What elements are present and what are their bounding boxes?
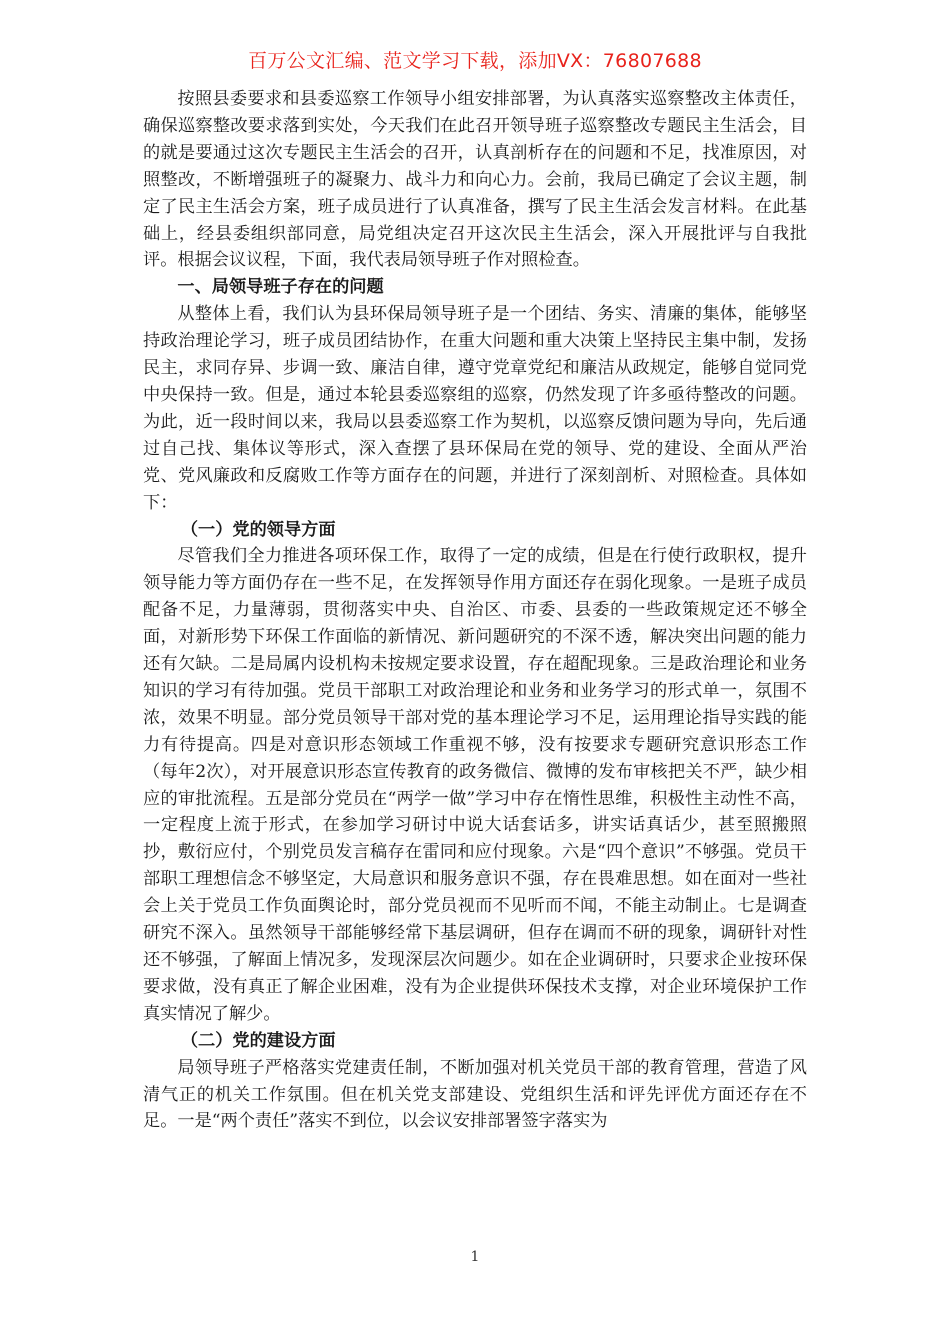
subsection-1-paragraph: 尽管我们全力推进各项环保工作，取得了一定的成绩，但是在行使行政职权，提升领导能力等方面仍存在一些不足，在发挥领导作用方面还存在弱化现象。一是班子成员配备不足，力量薄弱，贯彻落实中央、自治区、市委、县委的一些政策规定还不够全面，对新形势下环保工作面临的新情况、新问题研究的不深不透，解决突出问题的能力还有欠缺。二是局属内设机构未按规定要求设置，存在超配现象。三是政治理论和业务知识的学习有待加强。党员干部职工对政治理论和业务和业务学习的形式单一，氛围不浓，效果不明显。部分党员领导干部对党的基本理论学习不足，运用理论指导实践的能力有待提高。四是对意识形态领域工作重视不够，没有按要求专题研究意识形态工作（每年2次），对开展意识形态宣传教育的政务微信、微博的发布审核把关不严，缺少相应的审批流程。五是部分党员在“两学一做”学习中存在惰性思维，积极性主动性不高，一定程度上流于形式，在参加学习研讨中说大话套话多，讲实话真话少，甚至照搬照抄，敷衍应付，个别党员发言稿存在雷同和应付现象。六是“四个意识”不够强。党员干部职工理想信念不够坚定，大局意识和服务意识不强，存在畏难思想。如在面对一些社会上关于党员工作负面舆论时，部分党员视而不见听而不闻，不能主动制止。七是调查研究不深入。虽然领导干部能够经常下基层调研，但存在调而不研的现象，调研针对性还不够强，了解面上情况多，发现深层次问题少。如在企业调研时，只要求企业按环保要求做，没有真正了解企业困难，没有为企业提供环保技术支撑，对企业环境保护工作真实情况了解少。 [143,546,807,1024]
promo-header: 百万公文汇编、范文学习下载，添加VX：76807688 [248,50,702,72]
document-body [143,86,807,1135]
page-number: 1 [470,1249,480,1265]
section-1-title: 一、局领导班子存在的问题 [177,277,384,298]
subsection-2-title: （二）党的建设方面 [180,1030,336,1051]
subsection-2-paragraph: 局领导班子严格落实党建责任制，不断加强对机关党员干部的教育管理，营造了风清气正的机关工作氛围。但在机关党支部建设、党组织生活和评先评优方面还存在不足。一是“两个责任”落实不到位，以会议安排部署签字落实为 [143,1057,807,1132]
section-1-paragraph: 从整体上看，我们认为县环保局领导班子是一个团结、务实、清廉的集体，能够坚持政治理论学习，班子成员团结协作，在重大问题和重大决策上坚持民主集中制，发扬民主，求同存异、步调一致、廉洁自律，遵守党章党纪和廉洁从政规定，能够自觉同党中央保持一致。但是，通过本轮县委巡察组的巡察，仍然发现了许多亟待整改的问题。为此，近一段时间以来，我局以县委巡察工作为契机，以巡察反馈问题为导向，先后通过自己找、集体议等形式，深入查摆了县环保局在党的领导、党的建设、全面从严治党、党风廉政和反腐败工作等方面存在的问题，并进行了深刻剖析、对照检查。具体如下： [143,304,807,513]
subsection-1-title: （一）党的领导方面 [180,519,336,540]
intro-paragraph: 按照县委要求和县委巡察工作领导小组安排部署，为认真落实巡察整改主体责任，确保巡察整改要求落到实处，今天我们在此召开领导班子巡察整改专题民主生活会，目的就是要通过这次专题民主生活会的召开，认真剖析存在的问题和不足，找准原因，对照整改，不断增强班子的凝聚力、战斗力和向心力。会前，我局已确定了会议主题，制定了民主生活会方案，班子成员进行了认真准备，撰写了民主生活会发言材料。在此基础上，经县委组织部同意，局党组决定召开这次民主生活会，深入开展批评与自我批评。根据会议议程，下面，我代表局领导班子作对照检查。 [143,89,807,271]
